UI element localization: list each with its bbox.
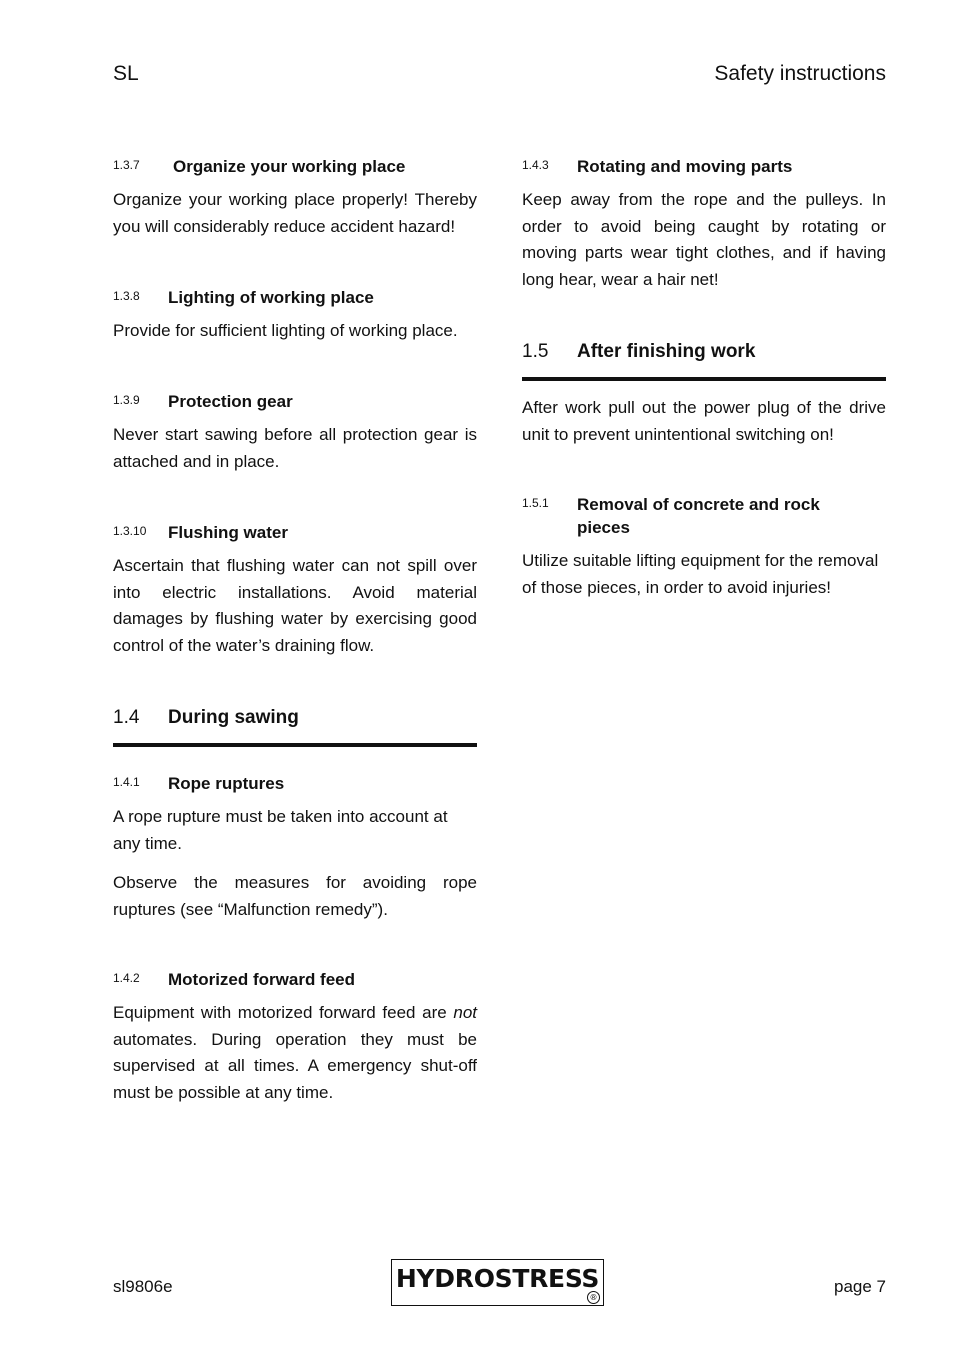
- footer-document-id: sl9806e: [113, 1277, 173, 1296]
- heading-1-4-2: [113, 968, 477, 991]
- paragraph-1-3-8: Provide for sufficient lighting of working place.: [113, 321, 458, 340]
- section-number: 1.3.7: [113, 158, 140, 172]
- section-number: 1.5.1: [522, 496, 549, 510]
- registered-mark-icon: ®: [587, 1291, 600, 1304]
- header-chapter-title: Safety instructions: [714, 62, 886, 85]
- section-title: Motorized forward feed: [168, 970, 356, 989]
- heading-1-3-9: [113, 390, 477, 413]
- section-number: 1.3.9: [113, 393, 140, 407]
- section-heading-1-4: [113, 707, 477, 747]
- section-number: 1.4.1: [113, 775, 140, 789]
- section-number: 1.4.3: [522, 158, 549, 172]
- section-number: 1.4.2: [113, 971, 140, 985]
- header-product-code: SL: [113, 62, 139, 85]
- paragraph-1-4-2: [113, 1000, 477, 1106]
- paragraph-1-4-1-b: Observe the measures for avoiding rope ruptures (see “Malfunction remedy”).: [113, 873, 477, 919]
- heading-1-3-7: [113, 155, 477, 178]
- section-title: Rotating and moving parts: [577, 157, 793, 176]
- section-title: Lighting of working place: [168, 288, 374, 307]
- heading-1-5-1: [522, 493, 886, 539]
- heading-1-4-3: [522, 155, 886, 178]
- section-title: During sawing: [168, 707, 299, 728]
- paragraph-1-4-1-a: A rope rupture must be taken into account at any time.: [113, 807, 448, 853]
- section-heading-1-5: [522, 341, 886, 381]
- text-part: automates. During operation they must be supervised at all times. A emergency shut-off must be possible at any time.: [113, 1029, 477, 1102]
- heading-1-3-8: [113, 286, 477, 309]
- paragraph-1-5: After work pull out the power plug of the drive unit to prevent unintentional switching on!: [522, 398, 886, 444]
- text-part: Equipment with motorized forward feed are: [113, 1003, 454, 1022]
- section-number: 1.4: [113, 707, 140, 728]
- section-title: Flushing water: [168, 523, 288, 542]
- paragraph-1-5-1: Utilize suitable lifting equipment for the removal of those pieces, in order to avoid injuries!: [522, 551, 879, 597]
- paragraph-1-3-9: Never start sawing before all protection gear is attached and in place.: [113, 425, 477, 471]
- section-title: Protection gear: [168, 392, 293, 411]
- emphasis-text: not: [453, 1003, 477, 1022]
- section-title: Organize your working place: [173, 157, 406, 176]
- section-number: 1.5: [522, 341, 549, 362]
- footer-page-number: page 7: [834, 1277, 886, 1296]
- logo-wordmark: HYDROSTRESS: [395, 1264, 600, 1293]
- section-title: Removal of concrete and rock pieces: [577, 495, 820, 537]
- heading-1-3-10: [113, 521, 477, 544]
- section-number: 1.3.10: [113, 524, 147, 538]
- section-number: 1.3.8: [113, 289, 140, 303]
- section-title: After finishing work: [577, 341, 756, 362]
- paragraph-1-3-10: Ascertain that flushing water can not spill over into electric installations. Avoid material damages by flushing water by exercising good control of the water’s draining flow.: [113, 556, 477, 655]
- paragraph-1-3-7: Organize your working place properly! Thereby you will considerably reduce accident hazard!: [113, 190, 477, 236]
- section-title: Rope ruptures: [168, 774, 285, 793]
- paragraph-1-4-3: Keep away from the rope and the pulleys. In order to avoid being caught by rotating or moving parts wear tight clothes, and if having long hear, wear a hair net!: [522, 190, 886, 289]
- heading-1-4-1: [113, 772, 477, 795]
- hydrostress-logo: [391, 1259, 604, 1306]
